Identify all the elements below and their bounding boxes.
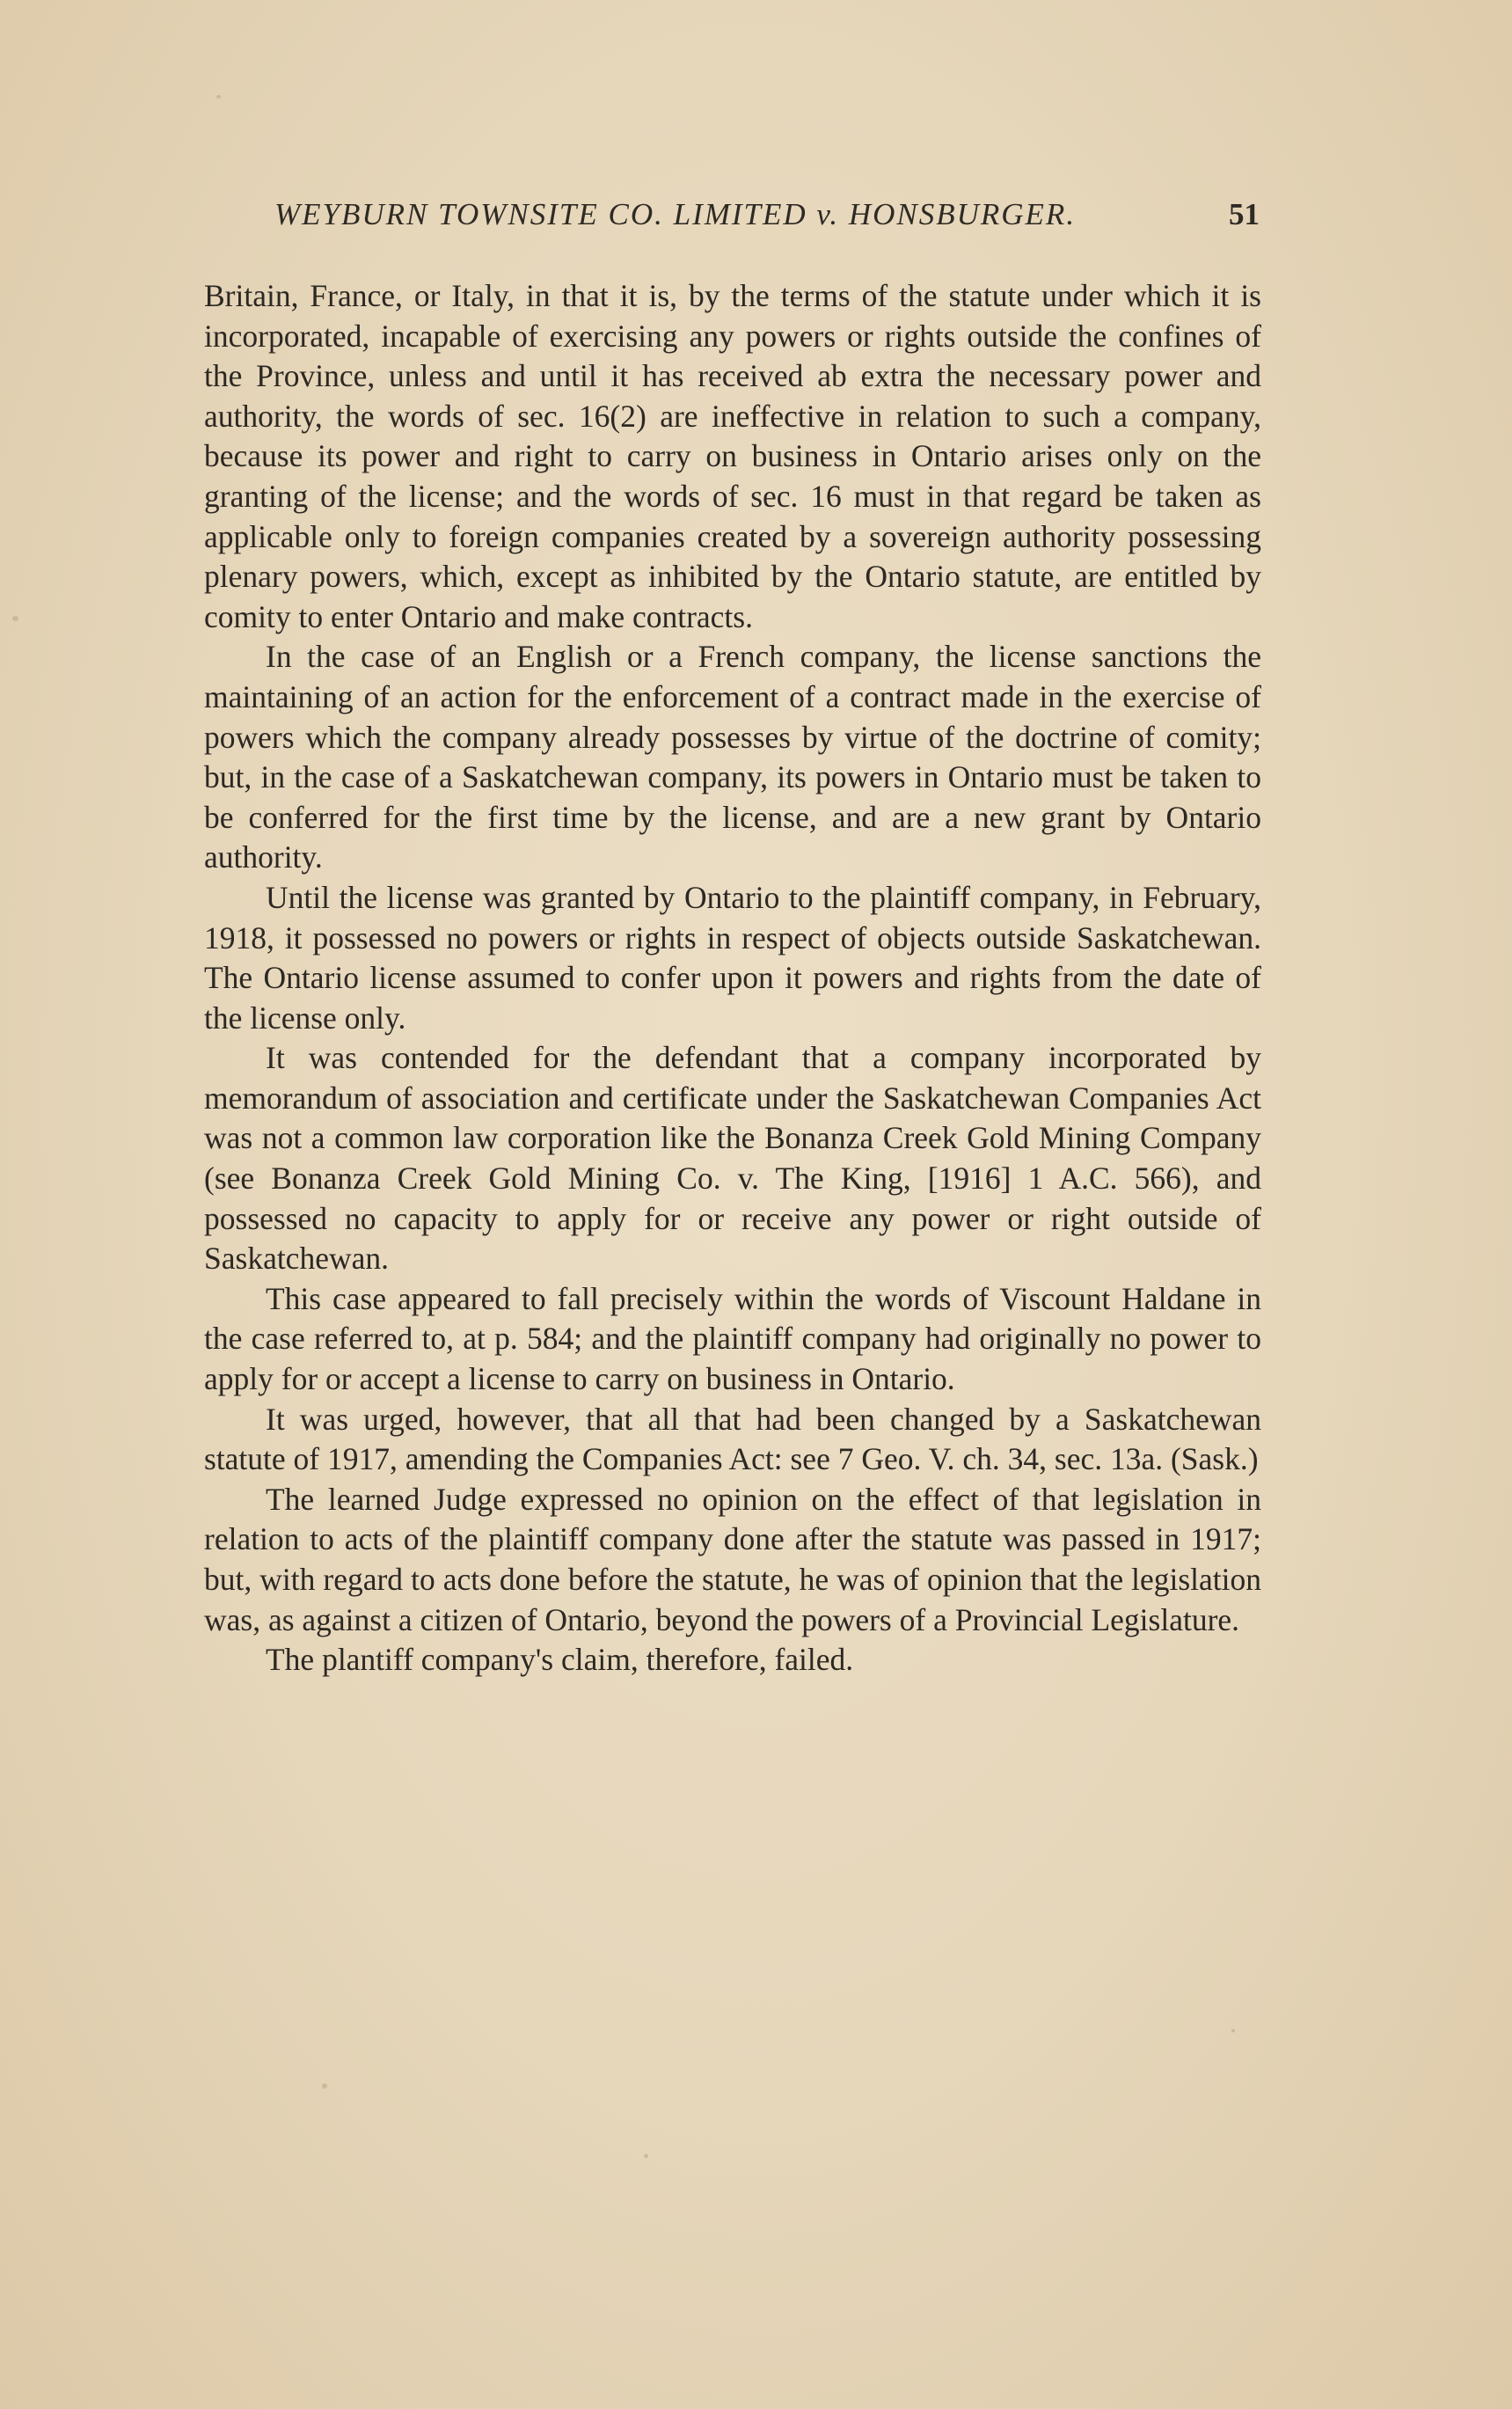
paper-speck [322, 2083, 327, 2089]
paragraph: It was urged, however, that all that had been changed by a Saskatchewan statute of 1917, amending the Companies Act: see 7 Geo. V. ch. 34, sec. 13a. (Sask.) [204, 1401, 1261, 1477]
page-number: 51 [1229, 197, 1260, 231]
paragraph: In the case of an English or a French company, the license sanctions the maintaining of an action for the enforcement of a contract made in the exercise of powers which the company already possesses by virtue of the doctrine of comity; but, in the case of a Saskatchewan company, its powers in Ontario must be taken to be conferred for the first time by the license, and are a new grant by Ontario authority. [204, 639, 1261, 875]
paragraph: Britain, France, or Italy, in that it is, by the terms of the statute under which it is incorporated, incapable of exercising any powers or rights outside the confines of the Province, unless and until it has received ab extra the necessary power and authority, the words of sec. 16(2) are ineffective in relation to such a company, because its power and right to carry on business in Ontario arises only on the granting of the license; and the words of sec. 16 must in that regard be taken as applicable only to foreign companies created by a sovereign authority possessing plenary powers, which, except as inhibited by the Ontario statute, are entitled by comity to enter Ontario and make contracts. [204, 278, 1261, 634]
paragraph: The plantiff company's claim, therefore, failed. [266, 1642, 854, 1678]
paragraph: It was contended for the defendant that a company incorporated by memorandum of association and certificate under the Saskatchewan Companies Act was not a common law corporation like the Bonanza Creek Gold Mining Company (see Bonanza Creek Gold Mining Co. v. The King, [1916] 1 A.C. 566), and possessed no capacity to apply for or receive any power or right outside of Saskatchewan. [204, 1040, 1261, 1277]
paragraph: The learned Judge expressed no opinion on the effect of that legislation in relation to acts of the plaintiff company done after the statute was passed in 1917; but, with regard to acts done before the statute, he was of opinion that the legislation was, as against a citizen of Ontario, beyond the powers of a Provincial Legislature. [204, 1481, 1261, 1637]
paper-speck [644, 2154, 648, 2158]
paper-speck [1231, 2029, 1235, 2032]
running-header [204, 192, 1260, 241]
running-title: WEYBURN TOWNSITE CO. LIMITED v. HONSBURGER. [274, 197, 1077, 231]
body-text [204, 276, 1261, 1680]
paper-speck [12, 616, 18, 621]
paragraph: Until the license was granted by Ontario to the plaintiff company, in February, 1918, it possessed no powers or rights in respect of objects outside Saskatchewan. The Ontario license assumed to confer upon it powers and rights from the date of the license only. [204, 879, 1261, 1036]
paper-speck [216, 95, 221, 99]
paragraph: This case appeared to fall precisely within the words of Viscount Haldane in the case referred to, at p. 584; and the plaintiff company had originally no power to apply for or accept a license to carry on business in Ontario. [204, 1280, 1261, 1397]
